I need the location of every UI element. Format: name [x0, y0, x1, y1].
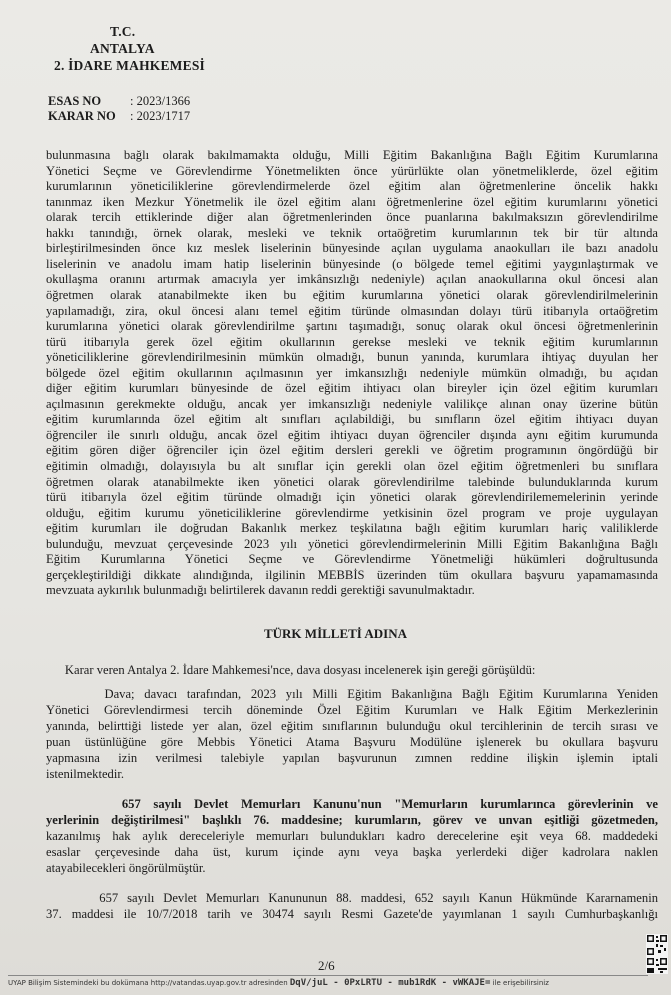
esas-no-row: [48, 94, 190, 109]
body-line: yapılamadığı, zira, okul öncesi alanı temel eğitim türünde olmasından dolayı türü itibarıyla ortaöğretim: [46, 303, 658, 318]
body-line: mevzuata aykırılık bulunmadığı belirtilerek davanın reddi gerektiği savunulmaktadır.: [46, 583, 475, 598]
decision-line: Karar veren Antalya 2. İdare Mahkemesi'nce, dava dosyası incelenerek işin gereği görüşüldü:: [46, 663, 536, 677]
uyap-footer: [8, 975, 648, 988]
body-line: diğer eğitim kurumları bünyesinde de özel eğitim ihtiyacı olan bireyler için özel eğitim kurumları: [46, 381, 658, 396]
karar-no-row: [48, 109, 190, 124]
body-line: kurumlarına yönetici olarak görevlendirilme şartını taşımadığı, sonuç olarak okul öncesi öğretmenlerinin: [46, 319, 658, 334]
decision-line: kazanılmış hak aylık dereceleriyle memurları bulundukları kadro derecelerine eşit veya 68. maddedeki: [46, 829, 658, 843]
decision-line: istenilmektedir.: [46, 767, 124, 781]
body-line: yöneticiliklerine görevlendirilmesinin mümkün olmadığı, bunun yanında, kurumlara ihtiyaç duyulan her: [46, 350, 658, 365]
body-line: eğitim gören diğer öğrenciler için özel eğitim dersleri gerekli ve öğretim programının öngördüğü bir: [46, 443, 658, 458]
decision-line: 657 sayılı Devlet Memurları Kanununun 88. maddesi, 652 sayılı Kanun Hükmünde Kararnamenin: [46, 891, 658, 905]
section-title: TÜRK MİLLETİ ADINA: [263, 626, 408, 641]
body-line: olarak tercih ettiklerinde diğer alan öğretmenlerinden önce puanlarına bakılmaksızın görevlendirilme: [46, 210, 658, 225]
body-line: bulunmasına bağlı olarak bakılmamakta olduğu, Milli Eğitim Bakanlığına Bağlı Eğitim Kurumlarına: [46, 148, 658, 162]
body-line: eğitimin olmadığı, dolayısıyla bu alt sınıflar için gerekli olan özel eğitim öğretmenleri bu sınıflara: [46, 459, 658, 473]
body-line: öğretmen olarak atanabilmekte iken bu eğitim kurumlarına yönetici olarak görevlendirilmelerinin: [46, 287, 658, 302]
karar-no-label: KARAR NO: [48, 109, 116, 123]
decision-line: esaslar çerçevesinde daha üst, kurum içinde aynı veya başka yerlerdeki diğer kadrolara naklen: [46, 845, 658, 859]
footer-access-code: DqV/juL - 0PxLRTU - mub1RdK - vWKAJE=: [289, 978, 491, 988]
body-line: eğitim kurumlarında özel eğitim alt sınıfları açılabildiği, bu sınıfların özel eğitim ihtiyacı duyan: [46, 412, 658, 427]
decision-line: yapmasına izin verilmesi talebiyle yapılan başvurunun zımnen reddine ilişkin işlemin iptali: [46, 751, 658, 765]
decision-line: Dava; davacı tarafından, 2023 yılı Milli Eğitim Bakanlığına Bağlı Eğitim Kurumlarına Yeniden: [46, 687, 658, 701]
body-line: hakkı tanındığı, örnek olarak, mesleki ve teknik ortaöğretim kurumlarının tek bir tür altında: [46, 225, 658, 240]
karar-no-value: : 2023/1717: [130, 109, 191, 123]
body-line: türü itibarıyla özel eğitim türünde olmadığı için yönetici olarak görevlendirilememelerinin yerinde: [46, 490, 658, 505]
page-number: 2/6: [318, 958, 335, 973]
footer-suffix: ile erişebilirsiniz: [492, 979, 549, 987]
header-court: 2. İDARE MAHKEMESİ: [54, 58, 205, 73]
body-line: Eğitim Kurumlarına Yönetici Seçme ve Görevlendirme Yönetmeliği hükümleri doğrultusunda: [46, 552, 658, 567]
body-line: türü itibarıyla gerek özel eğitim okullarının gerekse mesleki ve teknik eğitim kurumlarının: [46, 334, 658, 349]
body-line: öğretmen olarak atanabilmekte iken yönetici olarak görevlendirilme talebinde bulunduklarında kurum: [46, 474, 658, 489]
decision-line: puan üstünlüğüne göre Mebbis Yönetici Atama Başvuru Modülüne işlenerek bu okullara başvuru: [46, 735, 658, 749]
header-tc: T.C.: [110, 24, 136, 39]
body-line: liselerinin ve anadolu imam hatip liselerinin bünyesinde (o bölgede temel eğitimi yaygınlaştırmak ve: [46, 256, 658, 271]
body-line: birleştirilmesinden önce kız meslek liselerinin bünyesinde açılan uygulama anaokulları ile bazı anadolu: [46, 241, 658, 256]
qr-code-icon: [646, 934, 668, 974]
decision-line: atayabilecekleri öngörülmüştür.: [46, 861, 206, 875]
body-line: okullaşma oranını artırmak amacıyla yer imkânsızlığı nedeniyle) açılan anaokullarına okul öncesi alan: [46, 272, 658, 287]
esas-no-label: ESAS NO: [48, 94, 102, 108]
body-line: eğitim kurumları ile doğrudan Bakanlık merkez teşkilatına bağlı eğitim kurumları hariç valiliklerde: [46, 521, 658, 536]
decision-line: Yönetici Görevlendirmesi tercih döneminde Özel Eğitim Kurumları ve Halk Eğitim Merkezlerinin: [46, 703, 658, 717]
body-line: olduğu, eğitim kurumu yöneticiliklerine görevlendirme yetkisinin özel program ve proje uygulayan: [46, 505, 658, 520]
esas-no-value: : 2023/1366: [130, 94, 191, 108]
decision-line: 657 sayılı Devlet Memurları Kanunu'nun "Memurların kurumlarınca görevlerinin ve: [46, 797, 658, 811]
decision-line: yanında, belirttiği listede yer alan, özel eğitim sınıflarının bulunduğu okul tercihlerinin de tercih sırası ve: [46, 719, 658, 733]
body-line: gerçekleştirildiği dikkate alındığında, ilgilinin MEBBİS üzerinden tüm okullara başvuru yapamamasında: [46, 567, 658, 582]
header-city: ANTALYA: [90, 41, 155, 56]
body-line: tanınmaz iken Mezkur Yönetmelik ile özel eğitim alanı öğretmenlerine özel eğitim kurumlarını yönetici: [46, 194, 658, 209]
body-line: bulunduğu, mevzuat çerçevesinde 2023 yılı yönetici görevlendirmelerinin Milli Eğitim Bakanlığına Bağlı: [46, 536, 658, 551]
body-line: Yönetici Seçme ve Görevlendirme Yönetmelikten önce yürürlükte olan yönetmeliklerde, özel eğitim: [46, 163, 658, 178]
body-line: açılmasının gerekmekte olduğu, ancak yer imkansızlığı nedeniyle valilikçe alınan onay üzerine bütün: [46, 396, 658, 411]
decision-line: 37. maddesi ile 10/7/2018 tarih ve 30474 sayılı Resmi Gazete'de yayımlanan 1 sayılı Cumhurbaşkanlığı: [46, 907, 658, 921]
decision-line: yerlerinin değiştirilmesi" başlıklı 76. maddesine; kurumların, görev ve unvan eşitliği gözetmeden,: [46, 813, 658, 827]
body-line: bölgede özel eğitim okullarının açılmasının yer imkansızlığı nedeniyle mümkün olmadığı, bu açıdan: [46, 365, 658, 380]
body-line: kurumlarının yöneticiliklerine görevlendirmelerde özel eğitim alan öğretmenlerine öncelik hakkı: [46, 179, 658, 194]
body-line: öğrenciler ile sınırlı olduğu, ancak özel eğitim ihtiyacı duyan öğrenciler dışında aynı eğitim kurumunda: [46, 427, 658, 442]
footer-prefix: UYAP Bilişim Sistemindeki bu dokümana http://vatandas.uyap.gov.tr adresinden: [8, 979, 288, 987]
